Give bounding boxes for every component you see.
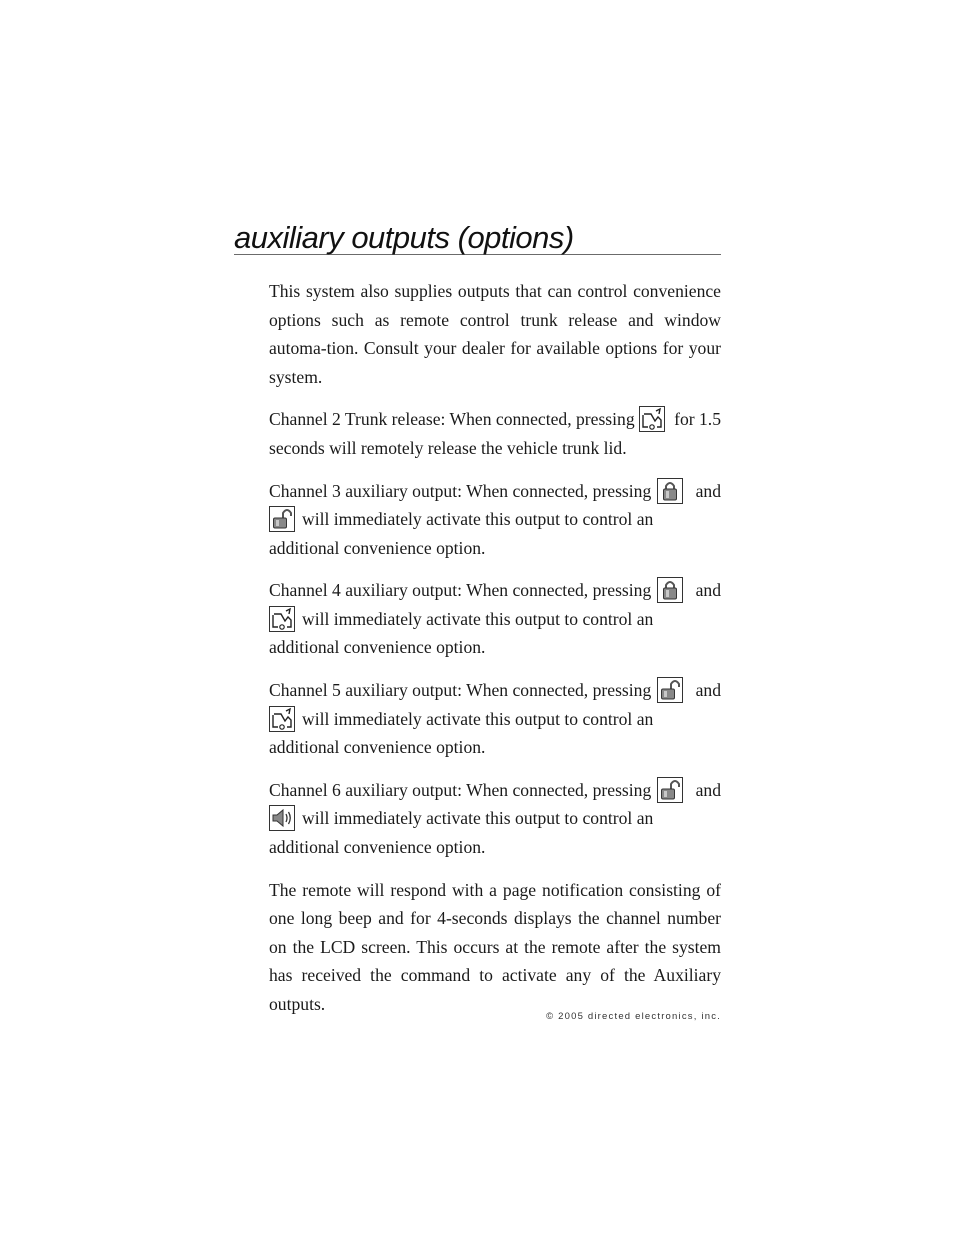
channel-3-text: Channel 3 auxiliary output: When connected, pressing [269, 480, 652, 501]
channel-5-text: Channel 5 auxiliary output: When connected, pressing [269, 680, 652, 701]
channel-3-line-3: additional convenience option. [269, 537, 486, 558]
lock-icon [657, 577, 683, 603]
copyright-footer: © 2005 directed electronics, inc. [546, 1011, 721, 1022]
intro-paragraph: This system also supplies outputs that can control convenience options such as remote control trunk release and window automa-tion. Consult your dealer for available options for your system. [269, 281, 721, 387]
channel-3-paragraph [269, 477, 721, 563]
channel-3-action-text: will immediately activate this output to control an [302, 509, 654, 530]
heading-rule [234, 222, 721, 255]
channel-4-text: Channel 4 auxiliary output: When connected, pressing [269, 580, 652, 601]
lock-icon [657, 478, 683, 504]
channel-5-line-1 [269, 676, 683, 705]
unlock-icon [657, 677, 683, 703]
channel-6-line-2 [269, 804, 653, 833]
channel-4-and: and [695, 580, 721, 601]
closing-paragraph: The remote will respond with a page notification consisting of one long beep and for 4-seconds displays the channel number on the LCD screen. This occurs at the remote after the system has received the command to activate any of the Auxiliary outputs. [269, 879, 721, 1014]
channel-5-and: and [695, 680, 721, 701]
channel-5-action-text: will immediately activate this output to control an [302, 708, 654, 729]
trunk-icon [269, 706, 295, 732]
channel-5-line-3: additional convenience option. [269, 737, 486, 758]
channel-4-line-1 [269, 576, 683, 605]
trunk-icon [639, 406, 665, 432]
channel-6-line-1 [269, 776, 683, 805]
channel-6-text: Channel 6 auxiliary output: When connected, pressing [269, 779, 652, 800]
channel-5-line-2 [269, 705, 653, 734]
channel-5-paragraph [269, 676, 721, 762]
channel-6-action-text: will immediately activate this output to control an [302, 808, 654, 829]
page-title: auxiliary outputs (options) [234, 220, 574, 255]
body-text [269, 277, 721, 1033]
channel-4-line-3: additional convenience option. [269, 637, 486, 658]
channel-2-text: Channel 2 Trunk release: When connected, pressing [269, 409, 635, 430]
channel-6-line-3: additional convenience option. [269, 836, 486, 857]
unlock-icon [657, 777, 683, 803]
channel-3-and: and [695, 480, 721, 501]
channel-2-line-1 [269, 405, 665, 434]
channel-2-line-2: seconds will remotely release the vehicle trunk lid. [269, 437, 627, 458]
channel-2-paragraph [269, 405, 721, 462]
channel-3-line-1 [269, 477, 683, 506]
channel-6-and: and [695, 779, 721, 800]
channel-6-paragraph [269, 776, 721, 862]
channel-4-paragraph [269, 576, 721, 662]
speaker-icon [269, 805, 295, 831]
trunk-icon [269, 606, 295, 632]
channel-2-duration: for 1.5 [674, 409, 721, 430]
channel-4-action-text: will immediately activate this output to control an [302, 608, 654, 629]
unlock-icon [269, 506, 295, 532]
channel-4-line-2 [269, 605, 653, 634]
channel-3-line-2 [269, 505, 653, 534]
